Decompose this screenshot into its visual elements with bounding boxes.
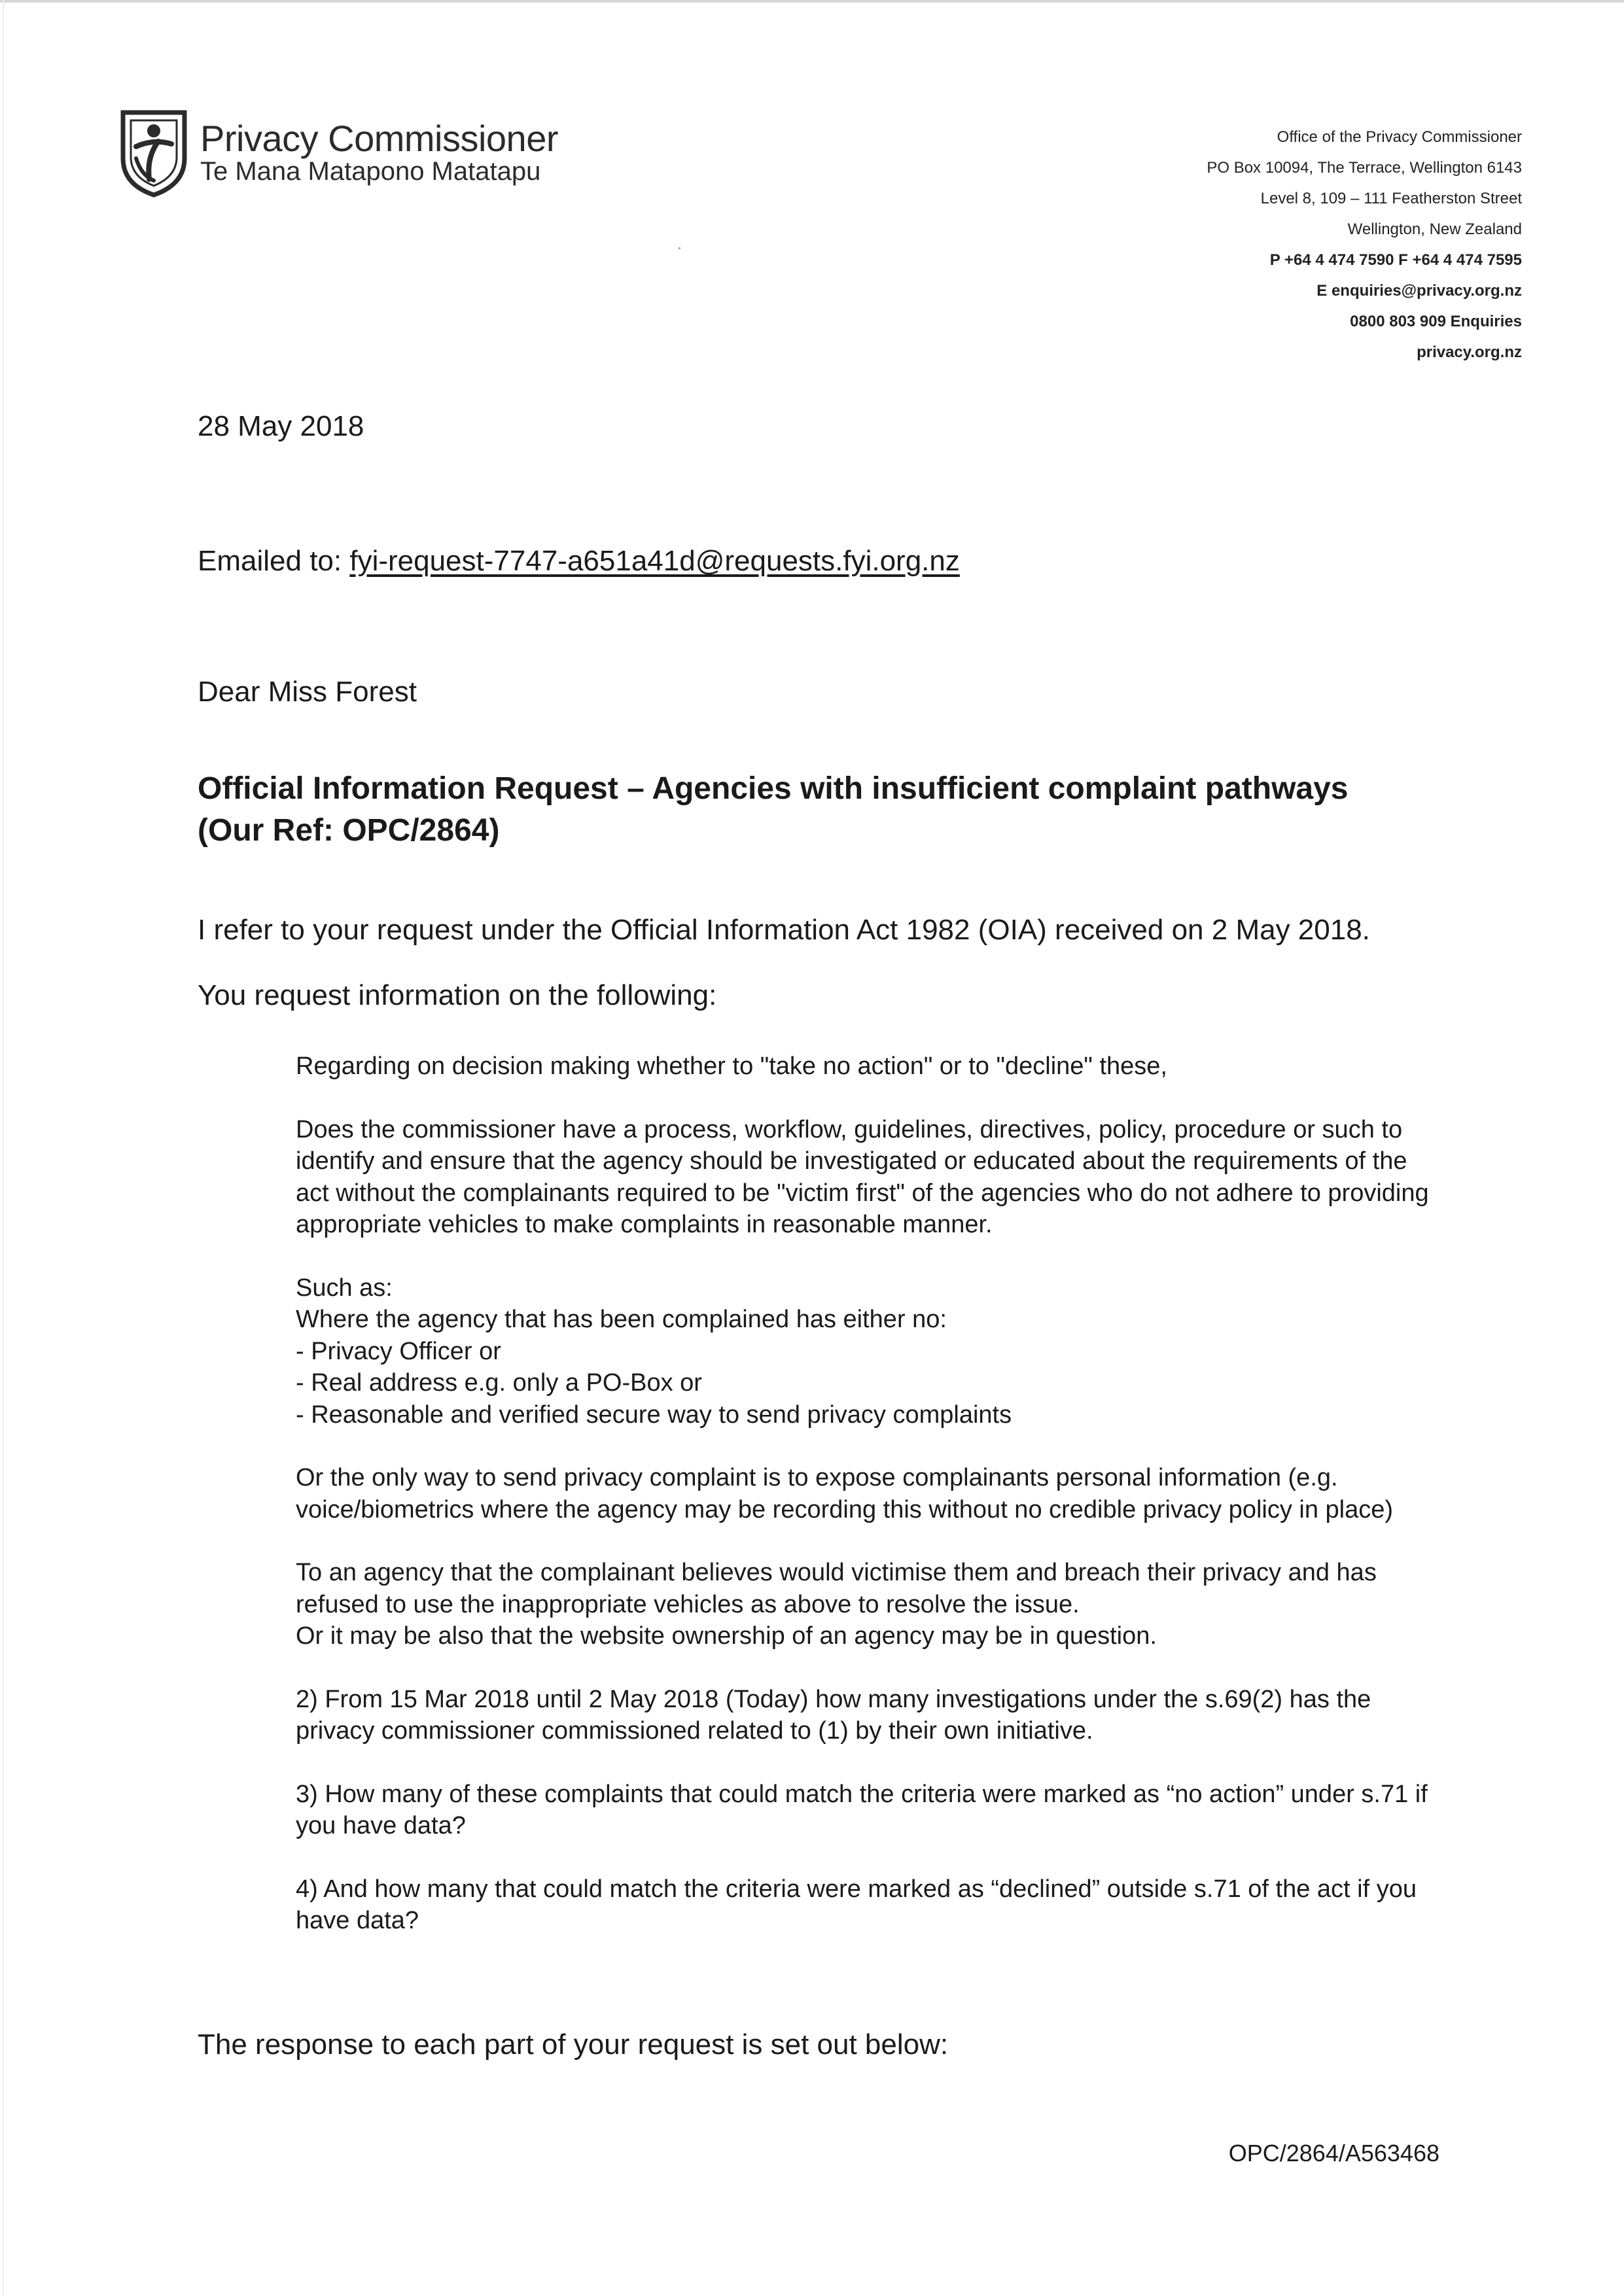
- request-such-as: Such as:: [296, 1274, 393, 1302]
- request-question-4: 4) And how many that could match the criteria were marked as “declined” outside s.71 of the act if you have data?: [296, 1875, 1417, 1934]
- request-bullet-3: - Reasonable and verified secure way to send privacy complaints: [296, 1400, 1012, 1429]
- letter-date: 28 May 2018: [198, 410, 364, 442]
- organisation-name: Privacy Commissioner: [200, 118, 558, 159]
- scan-speck: [679, 247, 680, 249]
- contact-level: Level 8, 109 – 111 Featherston Street: [1260, 190, 1522, 207]
- contact-phone-fax: P +64 4 474 7590 F +64 4 474 7595: [1269, 251, 1522, 269]
- contact-city: Wellington, New Zealand: [1347, 220, 1522, 238]
- scan-edge-left: [3, 0, 4, 2296]
- contact-enquiries: 0800 803 909 Enquiries: [1350, 313, 1522, 330]
- document-reference: OPC/2864/A563468: [1228, 2140, 1439, 2166]
- contact-po-box: PO Box 10094, The Terrace, Wellington 6143: [1207, 159, 1522, 177]
- request-lead-in: You request information on the following:: [198, 979, 717, 1011]
- contact-office: Office of the Privacy Commissioner: [1277, 128, 1522, 146]
- subject-line-1: Official Information Request – Agencies with insufficient complaint pathways: [198, 771, 1349, 806]
- privacy-commissioner-emblem-icon: [116, 106, 191, 198]
- request-question-3: 3) How many of these complaints that could match the criteria were marked as “no action” under s.71 if you have data?: [296, 1780, 1428, 1839]
- contact-email: E enquiries@privacy.org.nz: [1316, 282, 1522, 300]
- request-paragraph-4: Or the only way to send privacy complaint is to expose complainants personal information (e.g. voice/biometrics where the agency may be recording this without no credible privacy policy in place): [296, 1464, 1394, 1523]
- subject-line-2: (Our Ref: OPC/2864): [198, 813, 500, 848]
- request-paragraph-1: Regarding on decision making whether to "take no action" or to "decline" these,: [296, 1052, 1167, 1080]
- salutation: Dear Miss Forest: [198, 676, 417, 708]
- intro-paragraph: I refer to your request under the Official Information Act 1982 (OIA) received on 2 May 2018.: [198, 914, 1370, 946]
- contact-details: [1064, 122, 1522, 368]
- request-paragraph-5a: To an agency that the complainant believes would victimise them and breach their privacy and has refused to use the inappropriate vehicles as above to resolve the issue.: [296, 1559, 1377, 1618]
- response-lead-in: The response to each part of your request is set out below:: [198, 2028, 949, 2061]
- request-paragraph-2: Does the commissioner have a process, workflow, guidelines, directives, policy, procedure or such to identify and ensure that the agency should be investigated or educated about the requirements of the act without the complainants required to be "victim first" of the agencies who do not adhere to providing appropriate vehicles to make complaints in reasonable manner.: [296, 1115, 1429, 1238]
- request-bullet-2: - Real address e.g. only a PO-Box or: [296, 1369, 702, 1397]
- contact-website: privacy.org.nz: [1417, 343, 1522, 361]
- request-question-2: 2) From 15 Mar 2018 until 2 May 2018 (Today) how many investigations under the s.69(2) has the privacy commissioner commissioned related to (1) by their own initiative.: [296, 1685, 1371, 1745]
- subject-heading: [198, 768, 1441, 852]
- recipient-email-link[interactable]: fyi-request-7747-a651a41d@requests.fyi.org.nz: [349, 545, 960, 577]
- request-where: Where the agency that has been complained has either no:: [296, 1306, 947, 1333]
- letterhead-logo: [116, 106, 574, 204]
- request-paragraph-5b: Or it may be also that the website ownership of an agency may be in question.: [296, 1622, 1157, 1650]
- scan-edge-top: [0, 0, 1624, 3]
- organisation-maori-name: Te Mana Matapono Matatapu: [200, 157, 541, 186]
- emailed-to-line: [198, 544, 960, 578]
- emailed-label: Emailed to:: [198, 545, 350, 577]
- quoted-request: [296, 1051, 1441, 1937]
- request-bullet-1: - Privacy Officer or: [296, 1337, 501, 1365]
